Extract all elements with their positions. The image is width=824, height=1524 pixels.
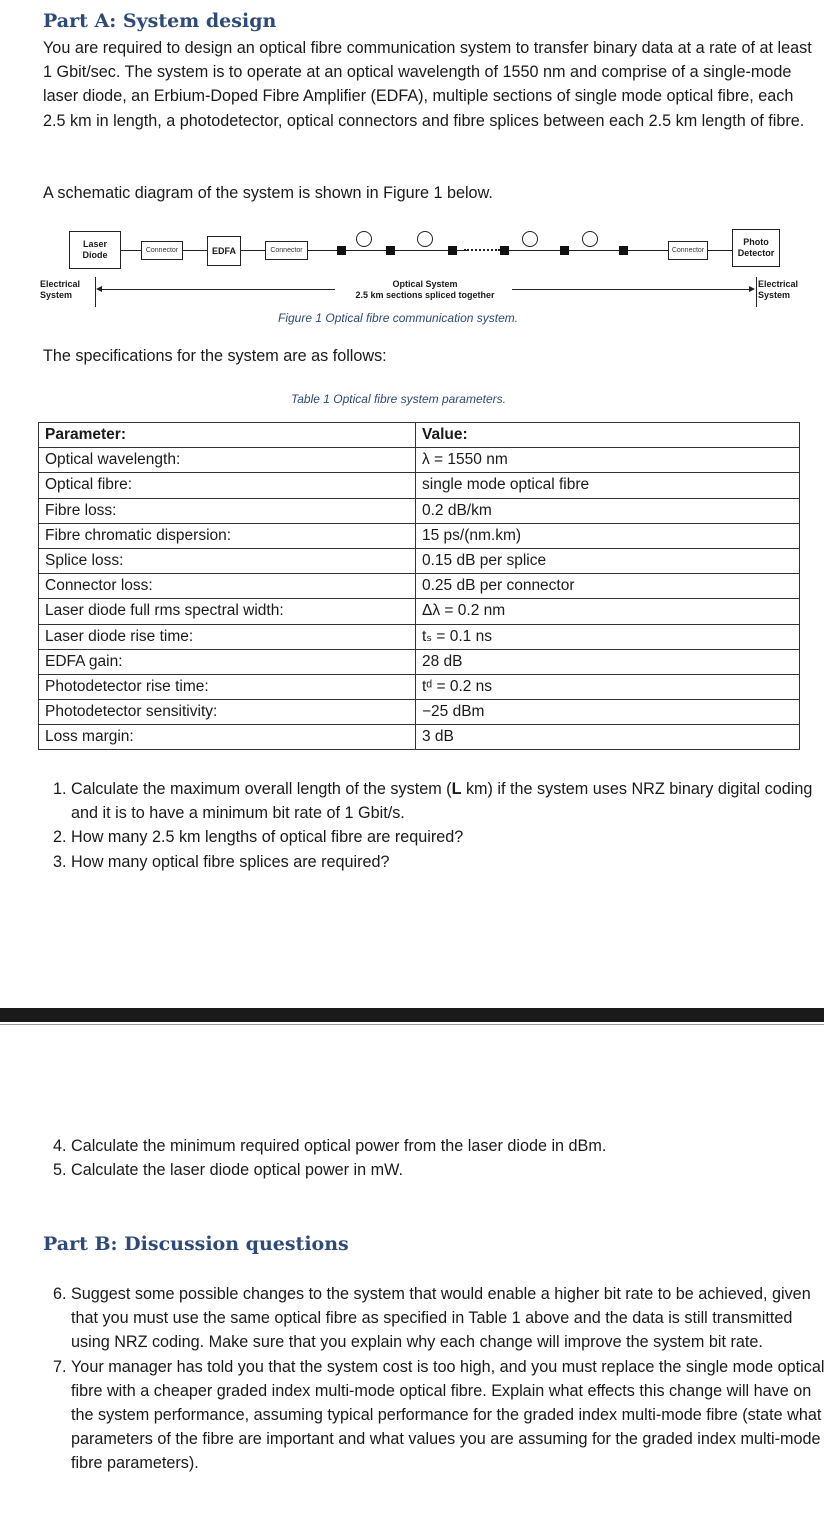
fibre-line	[500, 250, 668, 251]
fibre-coil-icon	[522, 231, 538, 247]
value-cell: single mode optical fibre	[416, 473, 800, 498]
param-cell: Laser diode rise time:	[39, 624, 416, 649]
table-header-row	[39, 423, 800, 448]
param-cell: Loss margin:	[39, 725, 416, 750]
edfa-label: EDFA	[211, 245, 236, 256]
question-list-3	[43, 1282, 824, 1476]
value-cell: −25 dBm	[416, 700, 800, 725]
photo-detector-label: Photo Detector	[737, 237, 775, 258]
table-row	[39, 674, 800, 699]
question-item: 5. Calculate the laser diode optical power in mW.	[71, 1158, 824, 1182]
fibre-continuation-dots	[464, 249, 500, 251]
table-row	[39, 548, 800, 573]
value-cell: 0.2 dB/km	[416, 498, 800, 523]
question-item: 6. Suggest some possible changes to the system that would enable a higher bit rate to be achieved, given that you must use the same optical fibre as specified in Table 1 above and the data is still transmitted using NRZ coding. Make sure that you explain why each change will improve the system bit rate.	[71, 1282, 824, 1355]
wire	[183, 250, 207, 251]
param-cell: Splice loss:	[39, 548, 416, 573]
table-row	[39, 649, 800, 674]
splice-marker	[560, 246, 569, 255]
table-row	[39, 473, 800, 498]
wire	[121, 250, 141, 251]
param-cell: EDFA gain:	[39, 649, 416, 674]
value-cell: tᵈ = 0.2 ns	[416, 674, 800, 699]
question-bold-var: L	[451, 780, 462, 798]
value-cell: tₛ = 0.1 ns	[416, 624, 800, 649]
splice-marker	[337, 246, 346, 255]
question-item: 2. How many 2.5 km lengths of optical fibre are required?	[71, 825, 824, 849]
arrow-right-head	[749, 286, 755, 292]
table-row	[39, 700, 800, 725]
header-parameter: Parameter:	[39, 423, 416, 448]
figure-caption: Figure 1 Optical fibre communication system.	[278, 311, 519, 325]
table-row	[39, 574, 800, 599]
fibre-coil-icon	[356, 231, 372, 247]
optical-system-label	[330, 279, 520, 301]
value-cell: λ = 1550 nm	[416, 448, 800, 473]
connector-label: Connector	[671, 247, 705, 254]
table-caption: Table 1 Optical fibre system parameters.	[291, 392, 506, 406]
intro-paragraph: You are required to design an optical fibre communication system to transfer binary data at a rate of at least 1 Gbit/sec. The system is to operate at an optical wavelength of 1550 nm and comprise of a single-mode laser diode, an Erbium-Doped Fibre Amplifier (EDFA), multiple sections of single mode optical fibre, each 2.5 km in length, a photodetector, optical connectors and fibre splices between each 2.5 km length of fibre.	[43, 39, 812, 130]
question-list-1	[43, 777, 824, 874]
optical-span-arrow	[512, 289, 750, 290]
electrical-system-right-label: Electrical System	[758, 279, 799, 300]
parameters-table	[38, 422, 800, 750]
boundary-line	[756, 277, 757, 307]
schematic-intro: A schematic diagram of the system is shown in Figure 1 below.	[43, 184, 493, 202]
param-cell: Optical fibre:	[39, 473, 416, 498]
connector-label: Connector	[270, 247, 303, 254]
header-value: Value:	[416, 423, 800, 448]
param-cell: Laser diode full rms spectral width:	[39, 599, 416, 624]
table-row	[39, 448, 800, 473]
optical-span-arrow	[100, 289, 335, 290]
table-row	[39, 599, 800, 624]
page-divider	[0, 1008, 824, 1022]
value-cell: 0.15 dB per splice	[416, 548, 800, 573]
splice-marker	[448, 246, 457, 255]
table-row	[39, 624, 800, 649]
wire	[708, 250, 732, 251]
value-cell: 15 ps/(nm.km)	[416, 523, 800, 548]
value-cell: 28 dB	[416, 649, 800, 674]
table-row	[39, 498, 800, 523]
system-schematic	[0, 222, 824, 312]
table-row	[39, 725, 800, 750]
param-cell: Optical wavelength:	[39, 448, 416, 473]
param-cell: Fibre chromatic dispersion:	[39, 523, 416, 548]
param-cell: Fibre loss:	[39, 498, 416, 523]
spec-intro: The specifications for the system are as follows:	[43, 347, 387, 365]
part-b-heading: Part B: Discussion questions	[43, 1233, 349, 1255]
edfa-box	[207, 236, 241, 266]
table-row	[39, 523, 800, 548]
connector-box	[141, 241, 183, 260]
laser-diode-label: Laser Diode	[82, 239, 108, 260]
laser-diode-box	[69, 231, 121, 269]
electrical-system-left-label: Electrical System	[40, 279, 81, 300]
param-cell: Photodetector sensitivity:	[39, 700, 416, 725]
optical-system-title: Optical System	[392, 279, 458, 289]
question-text: Calculate the maximum overall length of the system (	[71, 780, 452, 798]
connector-label: Connector	[145, 247, 179, 254]
page-divider-line	[0, 1024, 824, 1025]
fibre-coil-icon	[582, 231, 598, 247]
boundary-line	[95, 277, 96, 307]
question-text: km) if the system uses NRZ binary digital coding and it is to have a minimum bit rate of 1 Gbit/s.	[71, 780, 813, 823]
optical-system-subtitle: 2.5 km sections spliced together	[355, 290, 495, 300]
wire	[241, 250, 265, 251]
splice-marker	[500, 246, 509, 255]
photo-detector-box	[732, 229, 780, 267]
question-list-2	[43, 1134, 824, 1182]
question-item: 3. How many optical fibre splices are required?	[71, 850, 824, 874]
question-item: 4. Calculate the minimum required optical power from the laser diode in dBm.	[71, 1134, 824, 1158]
value-cell: 0.25 dB per connector	[416, 574, 800, 599]
param-cell: Photodetector rise time:	[39, 674, 416, 699]
param-cell: Connector loss:	[39, 574, 416, 599]
value-cell: 3 dB	[416, 725, 800, 750]
value-cell: Δλ = 0.2 nm	[416, 599, 800, 624]
question-item: 7. Your manager has told you that the system cost is too high, and you must replace the single mode optical fibre with a cheaper graded index multi-mode optical fibre. Explain what effects this change will have on the system performance, assuming typical performance for the graded index multi-mode fibre (state what parameters of the fibre are important and what values you are assuming for the graded index multi-mode fibre parameters).	[71, 1355, 824, 1476]
connector-box	[265, 241, 308, 260]
question-item	[71, 777, 824, 825]
splice-marker	[386, 246, 395, 255]
connector-box	[668, 241, 708, 260]
fibre-coil-icon	[417, 231, 433, 247]
part-a-heading: Part A: System design	[43, 10, 277, 32]
splice-marker	[619, 246, 628, 255]
